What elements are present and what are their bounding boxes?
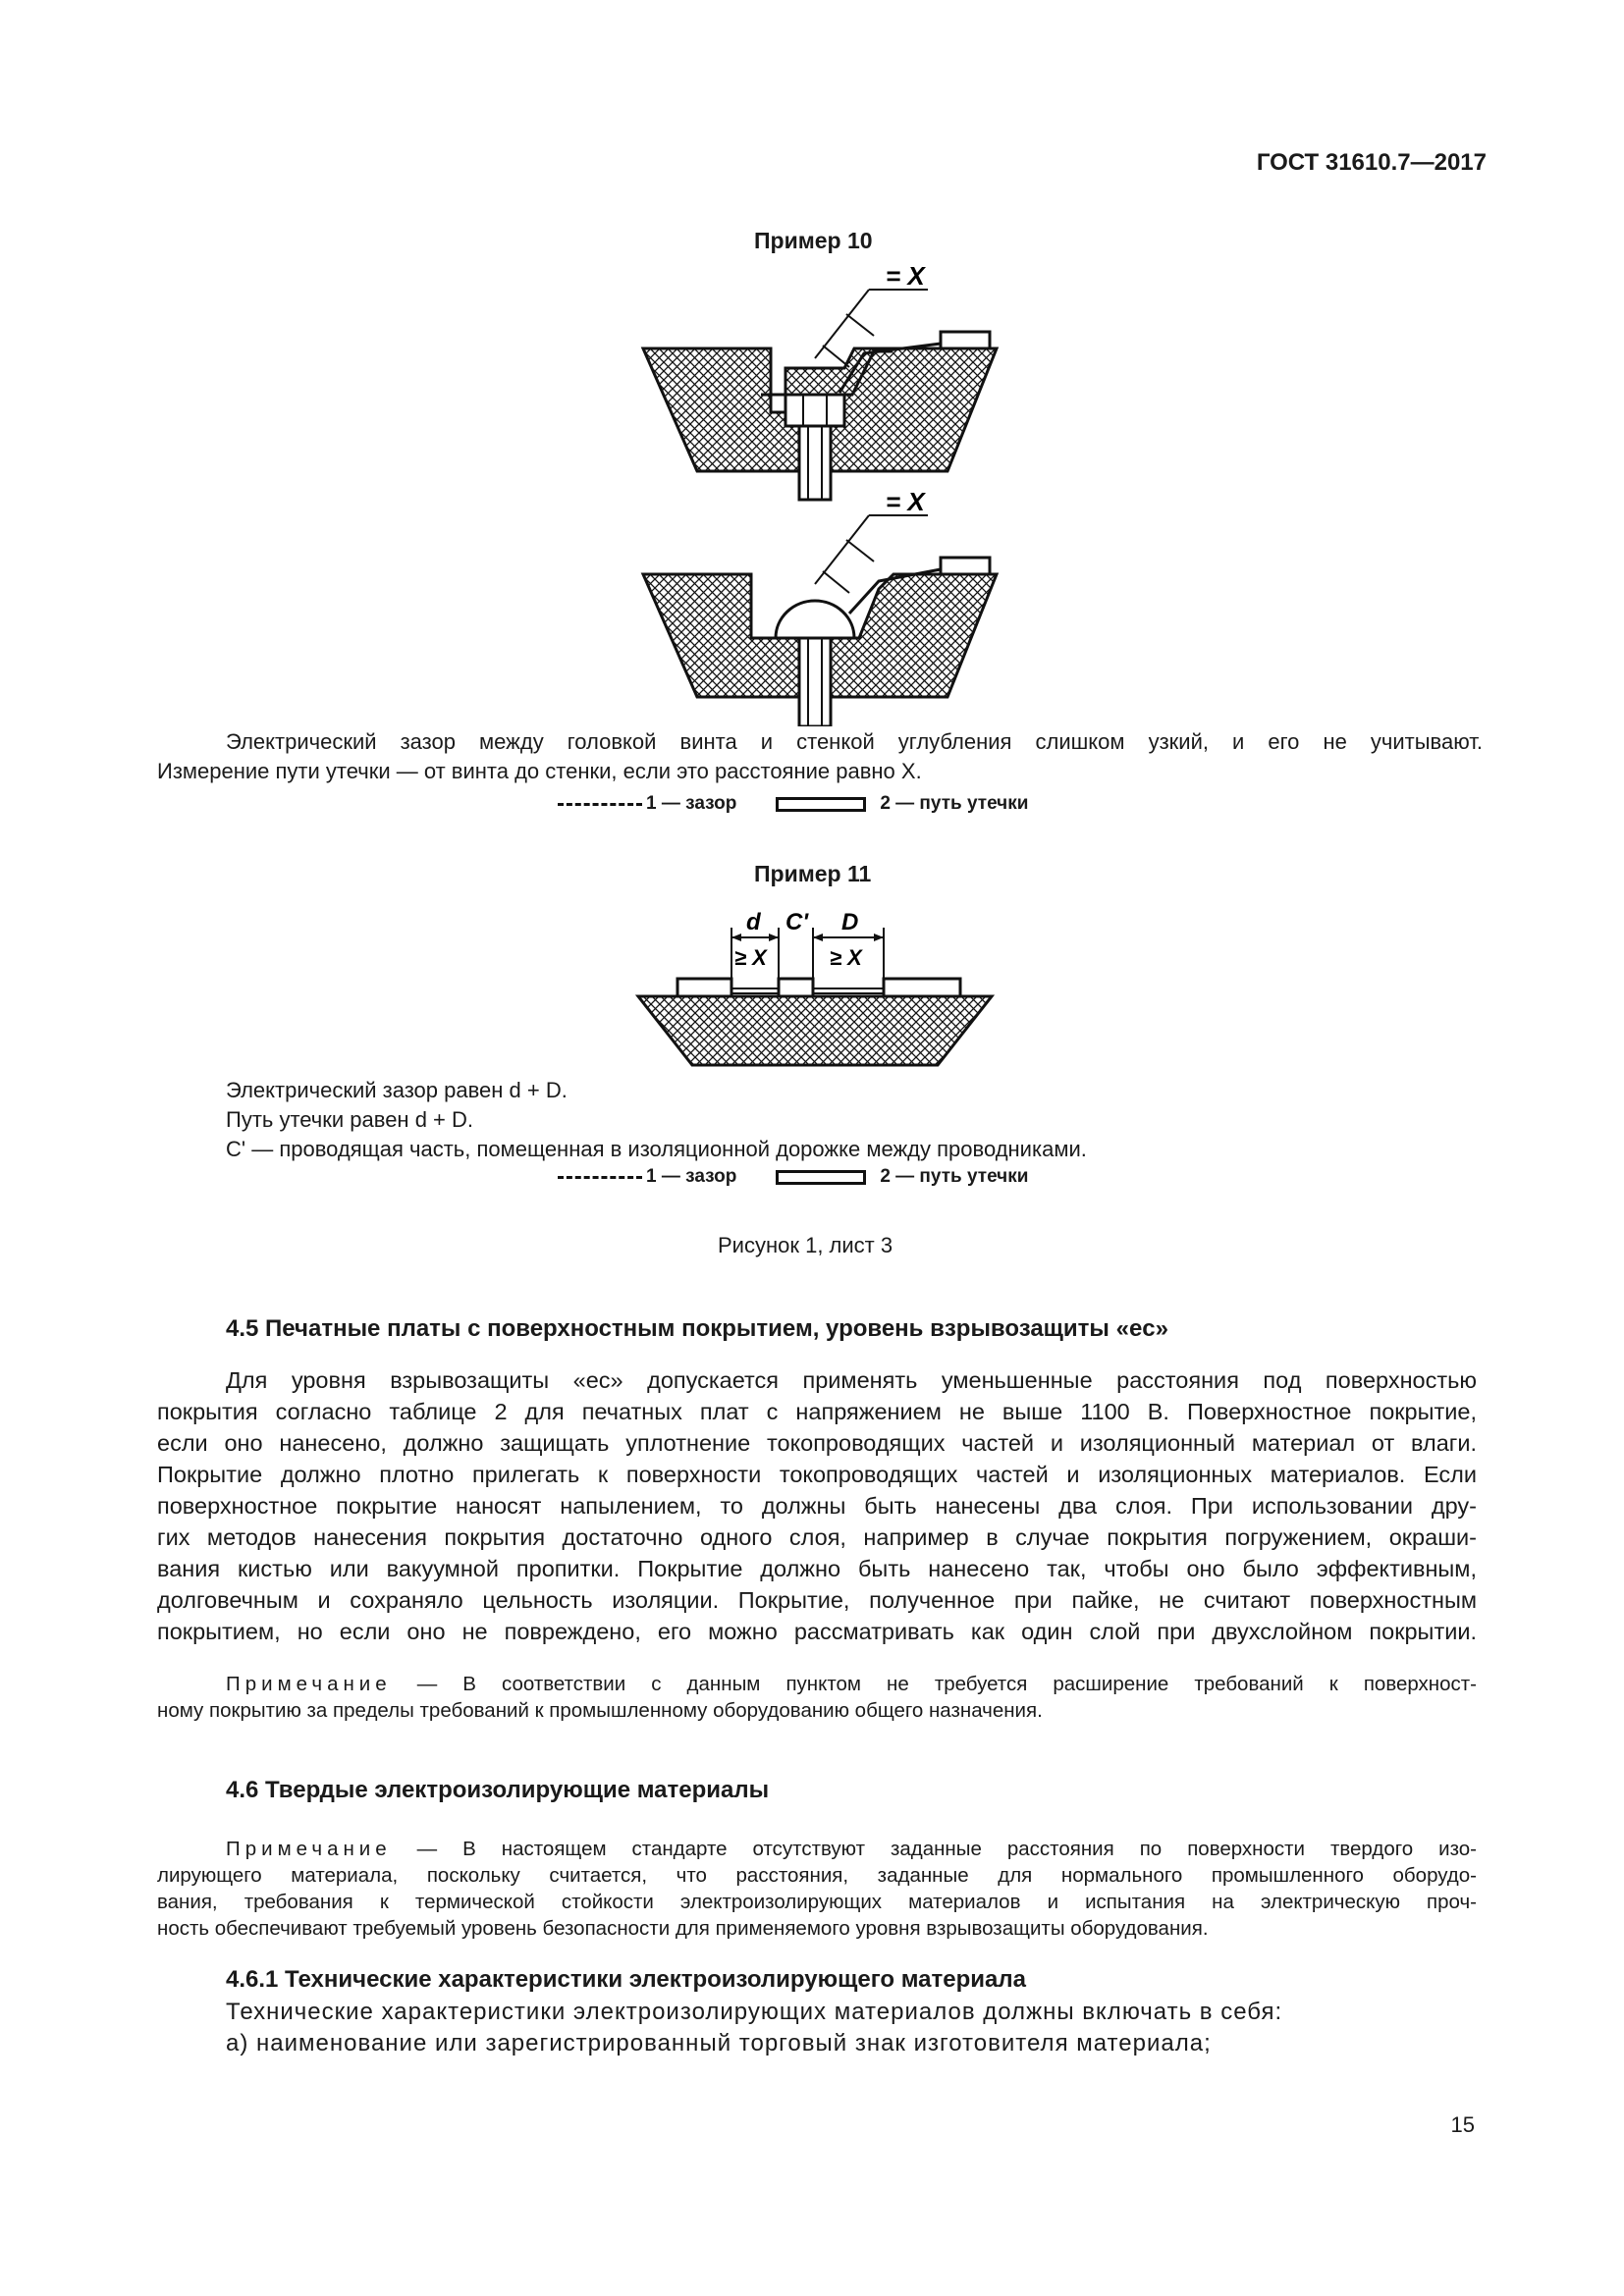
example-10-title: Пример 10 [754,228,873,253]
screw-shank-upper [799,426,831,500]
note-line: лирующего материала, поскольку считается, что расстояния, заданные для нормального промышленного оборудо- [157,1864,1477,1887]
section-4-6-note [157,1836,1477,1942]
leak-path-symbol [776,797,866,812]
example-11-caption-line1: Электрический зазор равен d + D. [226,1078,568,1102]
label-c-prime: C' [785,909,809,935]
legend-leak-label: 2 — путь утечки [880,1166,1029,1187]
section-4-6-1-line2: а) наименование или зарегистрированный торговый знак изготовителя материала; [226,2030,1212,2056]
document-id: ГОСТ 31610.7—2017 [1256,149,1487,176]
note-line: Примечание — В настоящем стандарте отсутствуют заданные расстояния по поверхности твердого изо- [226,1838,1477,1860]
label-D: D [841,909,859,935]
example-10-dim-label-lower: = X [886,487,925,516]
paragraph-line: гих методов нанесения покрытия достаточно одного слоя, например в случае покрытия погружением, окраши- [157,1524,1477,1550]
conductor-left [677,979,731,996]
figure-caption: Рисунок 1, лист 3 [718,1233,893,1257]
conductor-middle [779,979,813,996]
gap-line-symbol [558,1176,642,1179]
example-11-title: Пример 11 [754,861,872,886]
conductor-lower [941,558,990,574]
paragraph-line: Покрытие должно плотно прилегать к поверхности токопроводящих частей и изоляционных материалов. Если [157,1462,1477,1487]
note-label: Примечание [226,1838,392,1860]
note-line: вания, требования к термической стойкости электроизолирующих материалов и испытания на электрическую проч- [157,1891,1477,1913]
note-line: ность обеспечивают требуемый уровень безопасности для применяемого уровня взрывозащиты оборудования. [157,1917,1209,1940]
screw-head-upper [785,395,844,426]
gap-line-symbol [558,803,642,806]
leak-path-symbol [776,1170,866,1185]
example-10-caption-line2: Измерение пути утечки — от винта до стенки, если это расстояние равно X. [157,759,922,783]
note-label: Примечание [226,1673,392,1695]
conductor-upper [941,332,990,348]
screw-shank-lower [799,638,831,726]
section-4-6-heading: 4.6 Твердые электроизолирующие материалы [226,1777,770,1803]
example-11-caption-line3: C' — проводящая часть, помещенная в изоляционной дорожке между проводниками. [226,1137,1087,1161]
example-10-lower-diagram [643,487,997,726]
paragraph-line: долговечным и сохраняло цельность изоляции. Покрытие, полученное при пайке, не считают поверхностным [157,1587,1477,1613]
paragraph-line: если оно нанесено, должно защищать уплотнение токопроводящих частей и изоляционный материал от влаги. [157,1430,1477,1456]
example-10-upper-diagram [643,265,997,500]
example-10-dim-label-upper: = X [886,265,925,291]
legend-example-11 [558,1166,1028,1188]
example-10-caption-line1: Электрический зазор между головкой винта и стенкой углубления слишком узкий, и его не учитывают. [226,729,1483,754]
note-line: Примечание — В соответствии с данным пунктом не требуется расширение требований к поверхност- [226,1673,1477,1695]
label-ge-x-right: ≥ X [830,945,862,970]
substrate [638,996,992,1065]
label-d: d [746,909,761,935]
screw-head-lower [776,601,854,638]
legend-example-10 [558,793,1028,815]
paragraph-line: поверхностное покрытие наносят напылением, то должны быть нанесены два слоя. При использовании дру- [157,1493,1477,1519]
paragraph-line: вания кистью или вакуумной пропитки. Покрытие должно быть нанесено так, чтобы оно было эффективным, [157,1556,1477,1581]
page-number: 15 [1450,2112,1475,2137]
conductor-right [884,979,960,996]
example-11-caption-line2: Путь утечки равен d + D. [226,1107,474,1132]
section-4-6-1-heading: 4.6.1 Технические характеристики электроизолирующего материала [226,1966,1026,1993]
example-11-diagram [633,898,997,1075]
section-4-6-1-line1: Технические характеристики электроизолирующих материалов должны включать в себя: [226,1999,1283,2025]
legend-gap-label: 1 — зазор [646,1166,737,1187]
paragraph-line: покрытием, но если оно не повреждено, его можно рассматривать как один слой при двухслойном покрытии. [157,1619,1477,1644]
section-4-5-body [157,1364,1477,1647]
legend-gap-label: 1 — зазор [646,793,737,814]
legend-leak-label: 2 — путь утечки [880,793,1029,814]
paragraph-line: Для уровня взрывозащиты «ec» допускается применять уменьшенные расстояния под поверхностью [226,1367,1477,1393]
note-line: ному покрытию за пределы требований к промышленному оборудованию общего назначения. [157,1699,1043,1722]
section-4-5-heading: 4.5 Печатные платы с поверхностным покрытием, уровень взрывозащиты «ec» [226,1315,1168,1342]
example-10-diagram [628,265,1001,726]
section-4-5-note [157,1671,1477,1724]
label-ge-x-left: ≥ X [734,945,767,970]
paragraph-line: покрытия согласно таблице 2 для печатных плат с напряжением не выше 1100 В. Поверхностное покрытие, [157,1399,1477,1424]
